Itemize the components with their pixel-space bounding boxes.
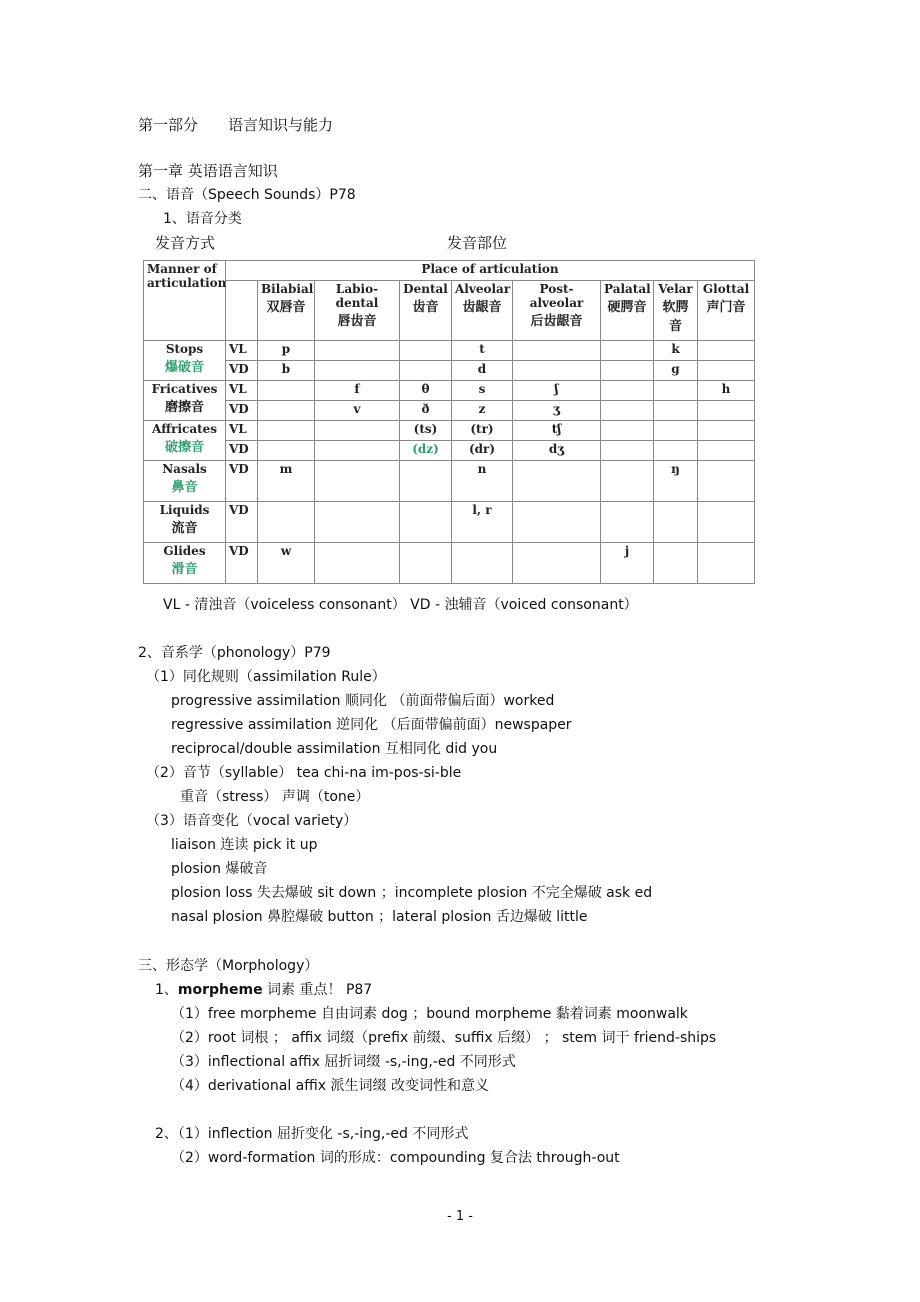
- col-cn: 唇齿音: [337, 314, 377, 329]
- cell: (tr): [452, 421, 513, 441]
- cell: [654, 502, 698, 543]
- cell: [315, 421, 400, 441]
- col-alveolar: [452, 281, 513, 341]
- voice-col-header: [226, 281, 258, 341]
- section-speech-sounds-heading: 二、语音（Speech Sounds）P78: [138, 187, 356, 203]
- cell: p: [258, 341, 315, 361]
- col-en: Velar: [658, 282, 693, 296]
- label-place: 发音部位: [447, 234, 508, 252]
- cell: [513, 341, 601, 361]
- morpheme-free-bound: （1）free morpheme 自由词素 dog ；bound morpheme 黏着词素 moonwalk: [171, 1006, 688, 1022]
- cell: (dz): [400, 441, 452, 461]
- syllable-line: （2）音节（syllable） tea chi-na im-pos-si-ble: [146, 765, 462, 781]
- manner-en: Stops: [165, 342, 204, 356]
- cell: [452, 543, 513, 584]
- cell: [698, 401, 755, 421]
- cell: v: [315, 401, 400, 421]
- cell: [654, 401, 698, 421]
- manner-en: Glides: [163, 544, 206, 558]
- cell: w: [258, 543, 315, 584]
- voice-cell: VL: [226, 341, 258, 361]
- cell: [601, 421, 654, 441]
- cell: [698, 502, 755, 543]
- cell: [315, 461, 400, 502]
- assimilation-heading: （1）同化规则（assimilation Rule）: [146, 669, 386, 685]
- voice-cell: VD: [226, 543, 258, 584]
- word-formation-line: （2）word-formation 词的形成：compounding 复合法 through-out: [171, 1150, 620, 1166]
- subsection-classification: 1、语音分类: [163, 211, 242, 227]
- table-row: [144, 543, 755, 584]
- voice-cell: VL: [226, 381, 258, 401]
- cell: dʒ: [513, 441, 601, 461]
- cell: [601, 381, 654, 401]
- voice-cell: VD: [226, 401, 258, 421]
- manner-en: Nasals: [162, 462, 207, 476]
- col-en: Alveolar: [455, 282, 511, 296]
- plosion-loss-line: plosion loss 失去爆破 sit down ；incomplete plosion 不完全爆破 ask ed: [171, 885, 653, 901]
- col-cn: 齿龈音: [462, 300, 502, 315]
- cell: [258, 441, 315, 461]
- morpheme-heading: [155, 980, 372, 1000]
- cell: (ts): [400, 421, 452, 441]
- cell: [315, 441, 400, 461]
- morpheme-rest: 词素 重点！ P87: [262, 982, 373, 998]
- manner-en: Liquids: [159, 503, 210, 517]
- cell: ŋ: [654, 461, 698, 502]
- manner-cn: 破擦音: [164, 440, 204, 455]
- cell: [654, 543, 698, 584]
- vocal-variety-heading: （3）语音变化（vocal variety）: [146, 813, 358, 829]
- cell: m: [258, 461, 315, 502]
- cell: ʃ: [513, 381, 601, 401]
- page-number: - 1 -: [447, 1209, 473, 1224]
- table-row: [144, 461, 755, 502]
- col-en: Post-alveolar: [529, 282, 584, 310]
- cell: [315, 502, 400, 543]
- cell: z: [452, 401, 513, 421]
- cell: [601, 441, 654, 461]
- section-morphology-heading: 三、形态学（Morphology）: [138, 958, 319, 974]
- cell: [698, 341, 755, 361]
- col-cn: 硬腭音: [607, 300, 647, 315]
- voice-cell: VL: [226, 421, 258, 441]
- voice-legend: VL - 清浊音（voiceless consonant） VD - 浊辅音（voiced consonant）: [163, 597, 638, 613]
- inflection-line: 2、（1）inflection 屈折变化 -s,-ing,-ed 不同形式: [155, 1126, 469, 1142]
- table-row: [144, 381, 755, 401]
- assimilation-progressive: progressive assimilation 顺同化 （前面带偏后面）worked: [171, 693, 555, 709]
- cell: [315, 361, 400, 381]
- manner-header-cell: [144, 261, 226, 341]
- cell: ð: [400, 401, 452, 421]
- cell: [698, 421, 755, 441]
- col-palatal: [601, 281, 654, 341]
- table-row: [144, 441, 755, 461]
- subsection-phonology: 2、音系学（phonology）P79: [138, 645, 331, 661]
- table-row: [144, 421, 755, 441]
- cell: [258, 381, 315, 401]
- manner-liquids: [144, 502, 226, 543]
- cell: b: [258, 361, 315, 381]
- manner-cn: 鼻音: [171, 480, 198, 495]
- morpheme-root-affix: （2）root 词根 ； affix 词缀（prefix 前缀、suffix 后缀） ； stem 词干 friend-ships: [171, 1030, 717, 1046]
- table-row: [144, 341, 755, 361]
- manner-stops: [144, 341, 226, 381]
- cell: [513, 461, 601, 502]
- cell: [400, 341, 452, 361]
- col-labio-dental: [315, 281, 400, 341]
- cell: [400, 502, 452, 543]
- cell: n: [452, 461, 513, 502]
- place-header: Place of articulation: [421, 262, 559, 276]
- col-cn: 齿音: [412, 300, 439, 315]
- col-en: Labio-dental: [335, 282, 379, 310]
- cell: [654, 381, 698, 401]
- manner-en: Affricates: [151, 422, 218, 436]
- manner-affricates: [144, 421, 226, 461]
- voice-cell: VD: [226, 502, 258, 543]
- cell: [601, 361, 654, 381]
- table-row: [144, 502, 755, 543]
- cell: j: [601, 543, 654, 584]
- morpheme-inflectional: （3）inflectional affix 屈折词缀 -s,-ing,-ed 不同形式: [171, 1054, 516, 1070]
- col-velar: [654, 281, 698, 341]
- cell: [513, 502, 601, 543]
- manner-cn: 爆破音: [164, 360, 204, 375]
- manner-nasals: [144, 461, 226, 502]
- cell: ʒ: [513, 401, 601, 421]
- col-post-alveolar: [513, 281, 601, 341]
- morpheme-prefix: 1、: [155, 982, 178, 998]
- plosion-line: plosion 爆破音: [171, 861, 268, 877]
- col-en: Palatal: [604, 282, 651, 296]
- label-manner: 发音方式: [155, 234, 216, 252]
- col-en: Bilabial: [261, 282, 314, 296]
- cell: h: [698, 381, 755, 401]
- manner-cn: 滑音: [171, 562, 198, 577]
- col-cn: 后齿龈音: [530, 314, 583, 329]
- part-title: 第一部分 语言知识与能力: [138, 116, 334, 134]
- cell: d: [452, 361, 513, 381]
- voice-cell: VD: [226, 461, 258, 502]
- cell: θ: [400, 381, 452, 401]
- col-cn: 声门音: [706, 300, 746, 315]
- cell: s: [452, 381, 513, 401]
- manner-glides: [144, 543, 226, 584]
- cell: [654, 421, 698, 441]
- manner-cn: 流音: [171, 521, 198, 536]
- cell: [601, 461, 654, 502]
- cell: [513, 361, 601, 381]
- nasal-plosion-line: nasal plosion 鼻腔爆破 button ；lateral plosion 舌边爆破 little: [171, 909, 588, 925]
- cell: [400, 461, 452, 502]
- voice-cell: VD: [226, 441, 258, 461]
- table-row: [144, 361, 755, 381]
- cell: f: [315, 381, 400, 401]
- cell: k: [654, 341, 698, 361]
- cell: [315, 543, 400, 584]
- cell: [698, 361, 755, 381]
- cell: [400, 361, 452, 381]
- morpheme-term: morpheme: [177, 982, 263, 998]
- cell: [601, 401, 654, 421]
- cell: [654, 441, 698, 461]
- col-cn: 双唇音: [266, 300, 306, 315]
- cell: [258, 401, 315, 421]
- manner-en: Fricatives: [151, 382, 218, 396]
- manner-cn: 磨擦音: [164, 400, 204, 415]
- cell: [400, 543, 452, 584]
- consonant-table: [143, 260, 755, 584]
- cell: [698, 543, 755, 584]
- cell: [315, 341, 400, 361]
- cell: [698, 461, 755, 502]
- col-bilabial: [258, 281, 315, 341]
- cell: g: [654, 361, 698, 381]
- cell: [513, 543, 601, 584]
- voice-cell: VD: [226, 361, 258, 381]
- cell: (dr): [452, 441, 513, 461]
- cell: [258, 502, 315, 543]
- assimilation-regressive: regressive assimilation 逆同化 （后面带偏前面）newspaper: [171, 717, 572, 733]
- col-cn: 软腭音: [662, 300, 689, 334]
- table-row: [144, 401, 755, 421]
- assimilation-reciprocal: reciprocal/double assimilation 互相同化 did you: [171, 741, 498, 757]
- liaison-line: liaison 连读 pick it up: [171, 837, 318, 853]
- cell: [698, 441, 755, 461]
- cell: [601, 502, 654, 543]
- column-header-row: [144, 281, 755, 341]
- cell: l, r: [452, 502, 513, 543]
- manner-fricatives: [144, 381, 226, 421]
- cell: [601, 341, 654, 361]
- morpheme-derivational: （4）derivational affix 派生词缀 改变词性和意义: [171, 1078, 489, 1094]
- cell: t: [452, 341, 513, 361]
- manner-header: Manner of articulation: [147, 262, 227, 290]
- col-en: Glottal: [702, 282, 750, 296]
- chapter-title: 第一章 英语语言知识: [138, 162, 278, 180]
- col-en: Dental: [403, 282, 448, 296]
- place-header-cell: [226, 261, 755, 281]
- col-dental: [400, 281, 452, 341]
- cell: [258, 421, 315, 441]
- cell: tʃ: [513, 421, 601, 441]
- col-glottal: [698, 281, 755, 341]
- stress-tone-line: 重音（stress） 声调（tone）: [180, 789, 370, 805]
